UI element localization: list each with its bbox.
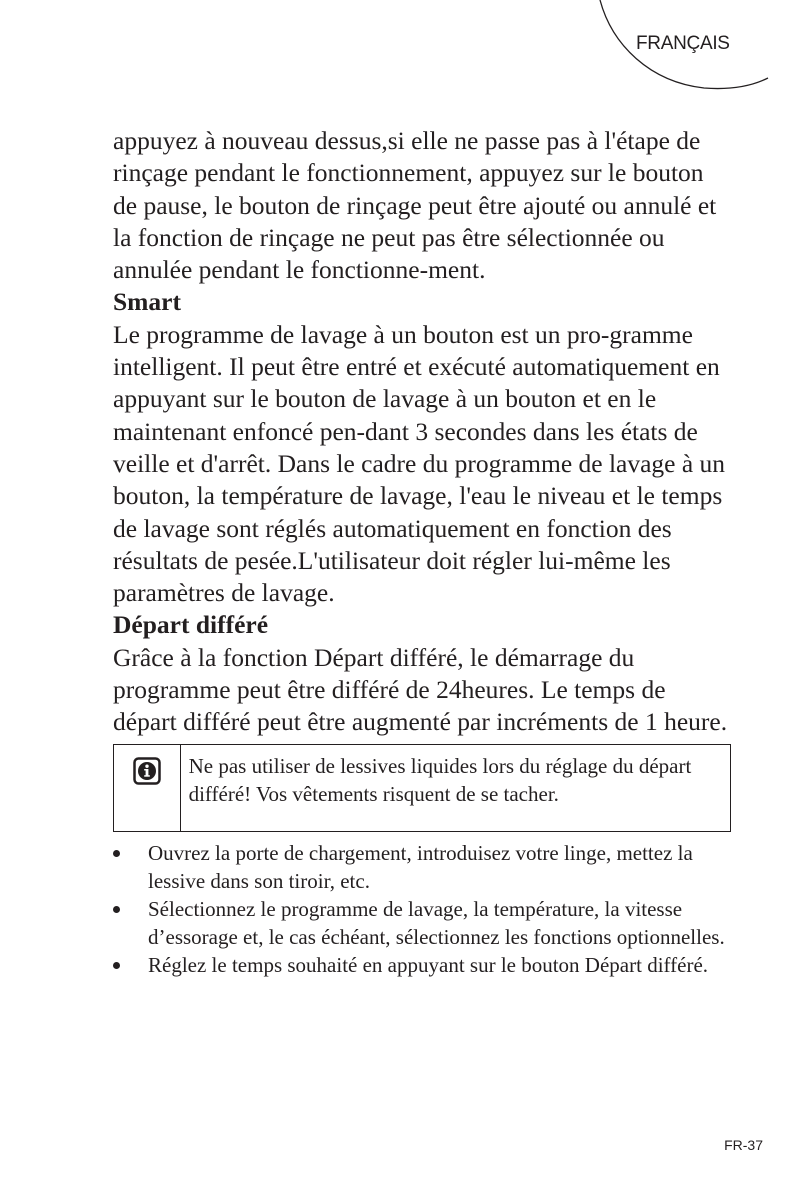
smart-paragraph: Le programme de lavage à un bouton est un pro-gramme intelligent. Il peut être entré et exécuté automatiquement en appuyant sur le bouton de lavage à un bouton et en le maintenant enfoncé pen-dant 3 secondes dans les états de veille et d'arrêt. Dans le cadre du programme de lavage à un bouton, la température de lavage, l'eau le niveau et le temps de lavage sont réglés automatiquement en fonction des résultats de pesée.L'utilisateur doit régler lui-même les paramètres de lavage.: [113, 319, 726, 608]
language-tab: FRANÇAIS: [636, 33, 730, 54]
list-item: [113, 895, 733, 951]
steps-list: [113, 839, 733, 979]
page-number: FR-37: [724, 1137, 763, 1153]
note-box: [113, 744, 731, 832]
delayed-start-paragraph: Grâce à la fonction Départ différé, le démarrage du programme peut être différé de 24heures. Le temps de départ différé peut être augmenté par incréments de 1 heure.: [113, 642, 728, 737]
info-icon: [133, 757, 161, 785]
list-item-text: Réglez le temps souhaité en appuyant sur le bouton Départ différé.: [148, 952, 709, 977]
list-item: [113, 951, 733, 979]
intro-paragraph: appuyez à nouveau dessus,si elle ne passe pas à l'étape de rinçage pendant le fonctionnement, appuyez sur le bouton de pause, le bouton de rinçage peut être ajouté ou annulé et la fonction de rinçage ne peut pas être sélectionnée ou annulée pendant le fonctionne-ment.: [113, 126, 717, 285]
bullet-icon: [113, 962, 120, 969]
delayed-start-title: Départ différé: [113, 610, 269, 640]
bullet-icon: [113, 906, 120, 913]
bullet-icon: [113, 850, 120, 857]
list-item-text: Ouvrez la porte de chargement, introduisez votre linge, mettez la lessive dans son tiroir, etc.: [148, 840, 693, 893]
smart-title: Smart: [113, 287, 181, 317]
page-content: [113, 125, 733, 979]
note-text: Ne pas utiliser de lessives liquides lors du réglage du départ différé! Vos vêtements risquent de se tacher.: [188, 753, 692, 806]
list-item-text: Sélectionnez le programme de lavage, la température, la vitesse d’essorage et, le cas échéant, sélectionnez les fonctions optionnelles.: [148, 896, 725, 949]
note-icon-cell: [114, 745, 181, 831]
list-item: [113, 839, 733, 895]
